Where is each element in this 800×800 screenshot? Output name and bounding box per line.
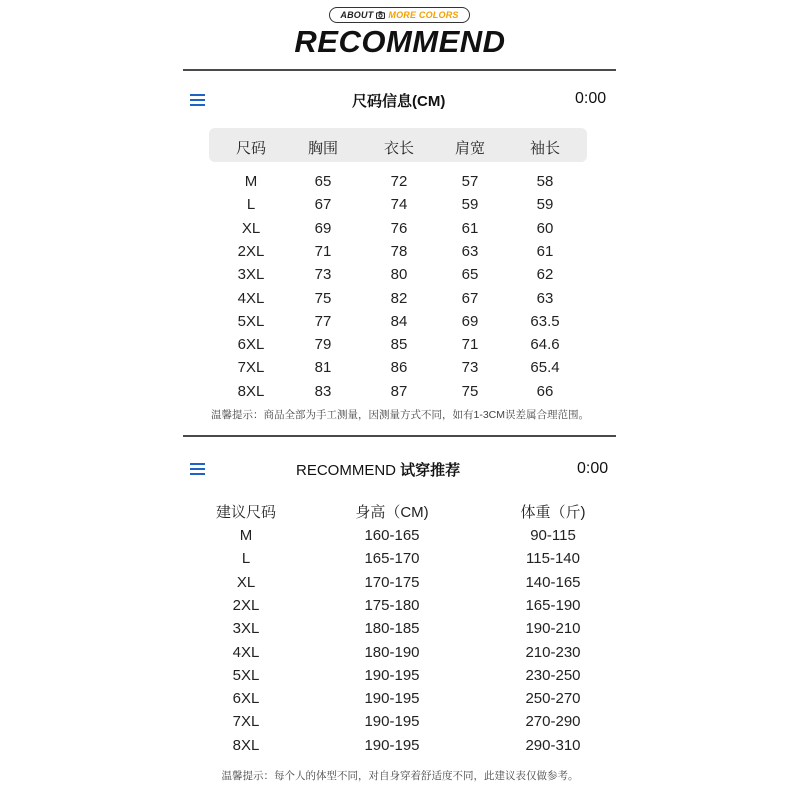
column-header: 身高（CM) [355,504,429,521]
table-cell: 86 [390,359,408,377]
table-cell: 83 [314,382,332,400]
table-cell: 81 [314,359,332,377]
table-cell: 71 [314,242,332,260]
fit-chart-time: 0:00 [577,460,609,477]
table-cell: 4XL [237,289,265,307]
table-cell: 180-190 [364,643,420,661]
table-cell: 290-310 [525,736,581,754]
column-header: 衣长 [383,140,415,157]
header-pill [329,7,470,23]
table-cell: 6XL [237,336,265,354]
table-cell: 75 [461,382,479,400]
table-cell: 180-185 [364,620,420,638]
column-header: 建议尺码 [215,504,277,521]
table-cell: 160-165 [364,527,420,544]
page-title: RECOMMEND [294,24,506,59]
divider-middle [183,435,616,437]
table-cell: 170-175 [364,573,420,591]
table-cell: 2XL [232,596,260,614]
table-cell: 63.5 [530,312,560,330]
table-cell: 8XL [237,382,265,400]
table-cell: 57 [461,173,479,190]
table-cell: L [246,196,256,214]
table-cell: 64.6 [530,336,560,354]
table-cell: 73 [461,359,479,377]
table-cell: 90-115 [530,527,576,544]
table-cell: 5XL [232,666,260,684]
table-cell: 73 [314,266,332,284]
table-cell: 67 [314,196,332,214]
table-cell: 71 [461,336,479,354]
table-cell: 63 [536,289,554,307]
table-cell: L [241,550,251,568]
table-cell: 61 [536,242,554,260]
table-cell: 7XL [232,713,260,731]
table-cell: 69 [314,219,332,237]
table-cell: 4XL [232,643,260,661]
table-cell: 250-270 [525,690,581,708]
table-cell: 5XL [237,312,265,330]
camera-icon [376,11,385,19]
table-cell: 63 [461,242,479,260]
table-cell: 76 [390,219,408,237]
table-cell: 210-230 [525,643,581,661]
table-cell: 175-180 [364,596,420,614]
table-cell: 65 [314,173,332,190]
table-cell: XL [241,219,261,237]
table-cell: 115-140 [526,550,580,568]
size-chart-time: 0:00 [575,90,607,107]
table-cell: 3XL [232,620,260,638]
table-cell: 6XL [232,690,260,708]
column-header: 袖长 [529,140,561,157]
table-cell: 165-190 [525,596,581,614]
table-cell: 165-170 [364,550,420,568]
table-cell: 62 [536,266,554,284]
table-cell: 59 [461,196,479,214]
column-header: 体重（斤) [520,504,586,521]
table-cell: 77 [314,312,332,330]
table-cell: M [244,173,258,190]
table-cell: 2XL [237,242,265,260]
table-cell: 140-165 [525,573,581,591]
fit-chart-title [296,459,460,480]
table-cell: 61 [461,219,479,237]
table-cell: 60 [536,219,554,237]
table-cell: 79 [314,336,332,354]
hamburger-menu-icon[interactable] [190,94,205,106]
table-cell: 65 [461,266,479,284]
table-cell: 87 [390,382,408,400]
table-cell: 65.4 [530,359,560,377]
column-header: 肩宽 [454,140,486,157]
table-cell: 84 [390,312,408,330]
table-cell: 85 [390,336,408,354]
table-cell: 78 [390,242,408,260]
table-cell: 66 [536,382,554,400]
table-cell: 80 [390,266,408,284]
table-cell: 230-250 [525,666,581,684]
hamburger-menu-icon[interactable] [190,463,205,475]
table-cell: 190-210 [525,620,581,638]
table-cell: 3XL [237,266,265,284]
table-cell: 190-195 [364,713,420,731]
table-cell: 190-195 [364,690,420,708]
fit-chart-note: 温馨提示：每个人的体型不同，对自身穿着舒适度不同，此建议表仅做参考。 [221,770,579,782]
table-cell: 190-195 [364,666,420,684]
table-cell: 82 [390,289,408,307]
table-cell: 75 [314,289,332,307]
pill-more-colors-text: MORE COLORS [388,10,459,20]
table-cell: 190-195 [364,736,420,754]
table-cell: 74 [390,196,408,214]
table-cell: XL [236,573,256,591]
table-cell: 270-290 [525,713,581,731]
column-header: 胸围 [307,140,339,157]
fit-chart-title-plain: RECOMMEND [296,462,401,479]
table-cell: 72 [390,173,408,190]
table-cell: 58 [536,173,554,190]
divider-top [183,69,616,71]
table-cell: 69 [461,312,479,330]
fit-chart-title-bold: 试穿推荐 [400,462,461,479]
table-cell: 8XL [232,736,260,754]
pill-about-text: ABOUT [340,10,374,20]
table-cell: 67 [461,289,479,307]
table-cell: M [239,527,253,544]
table-cell: 7XL [237,359,265,377]
size-chart-title: 尺码信息(CM) [352,93,446,110]
table-cell: 59 [536,196,554,214]
size-chart-note: 温馨提示：商品全部为手工测量，因测量方式不同，如有1-3CM误差属合理范围。 [210,409,589,421]
column-header: 尺码 [235,140,267,157]
